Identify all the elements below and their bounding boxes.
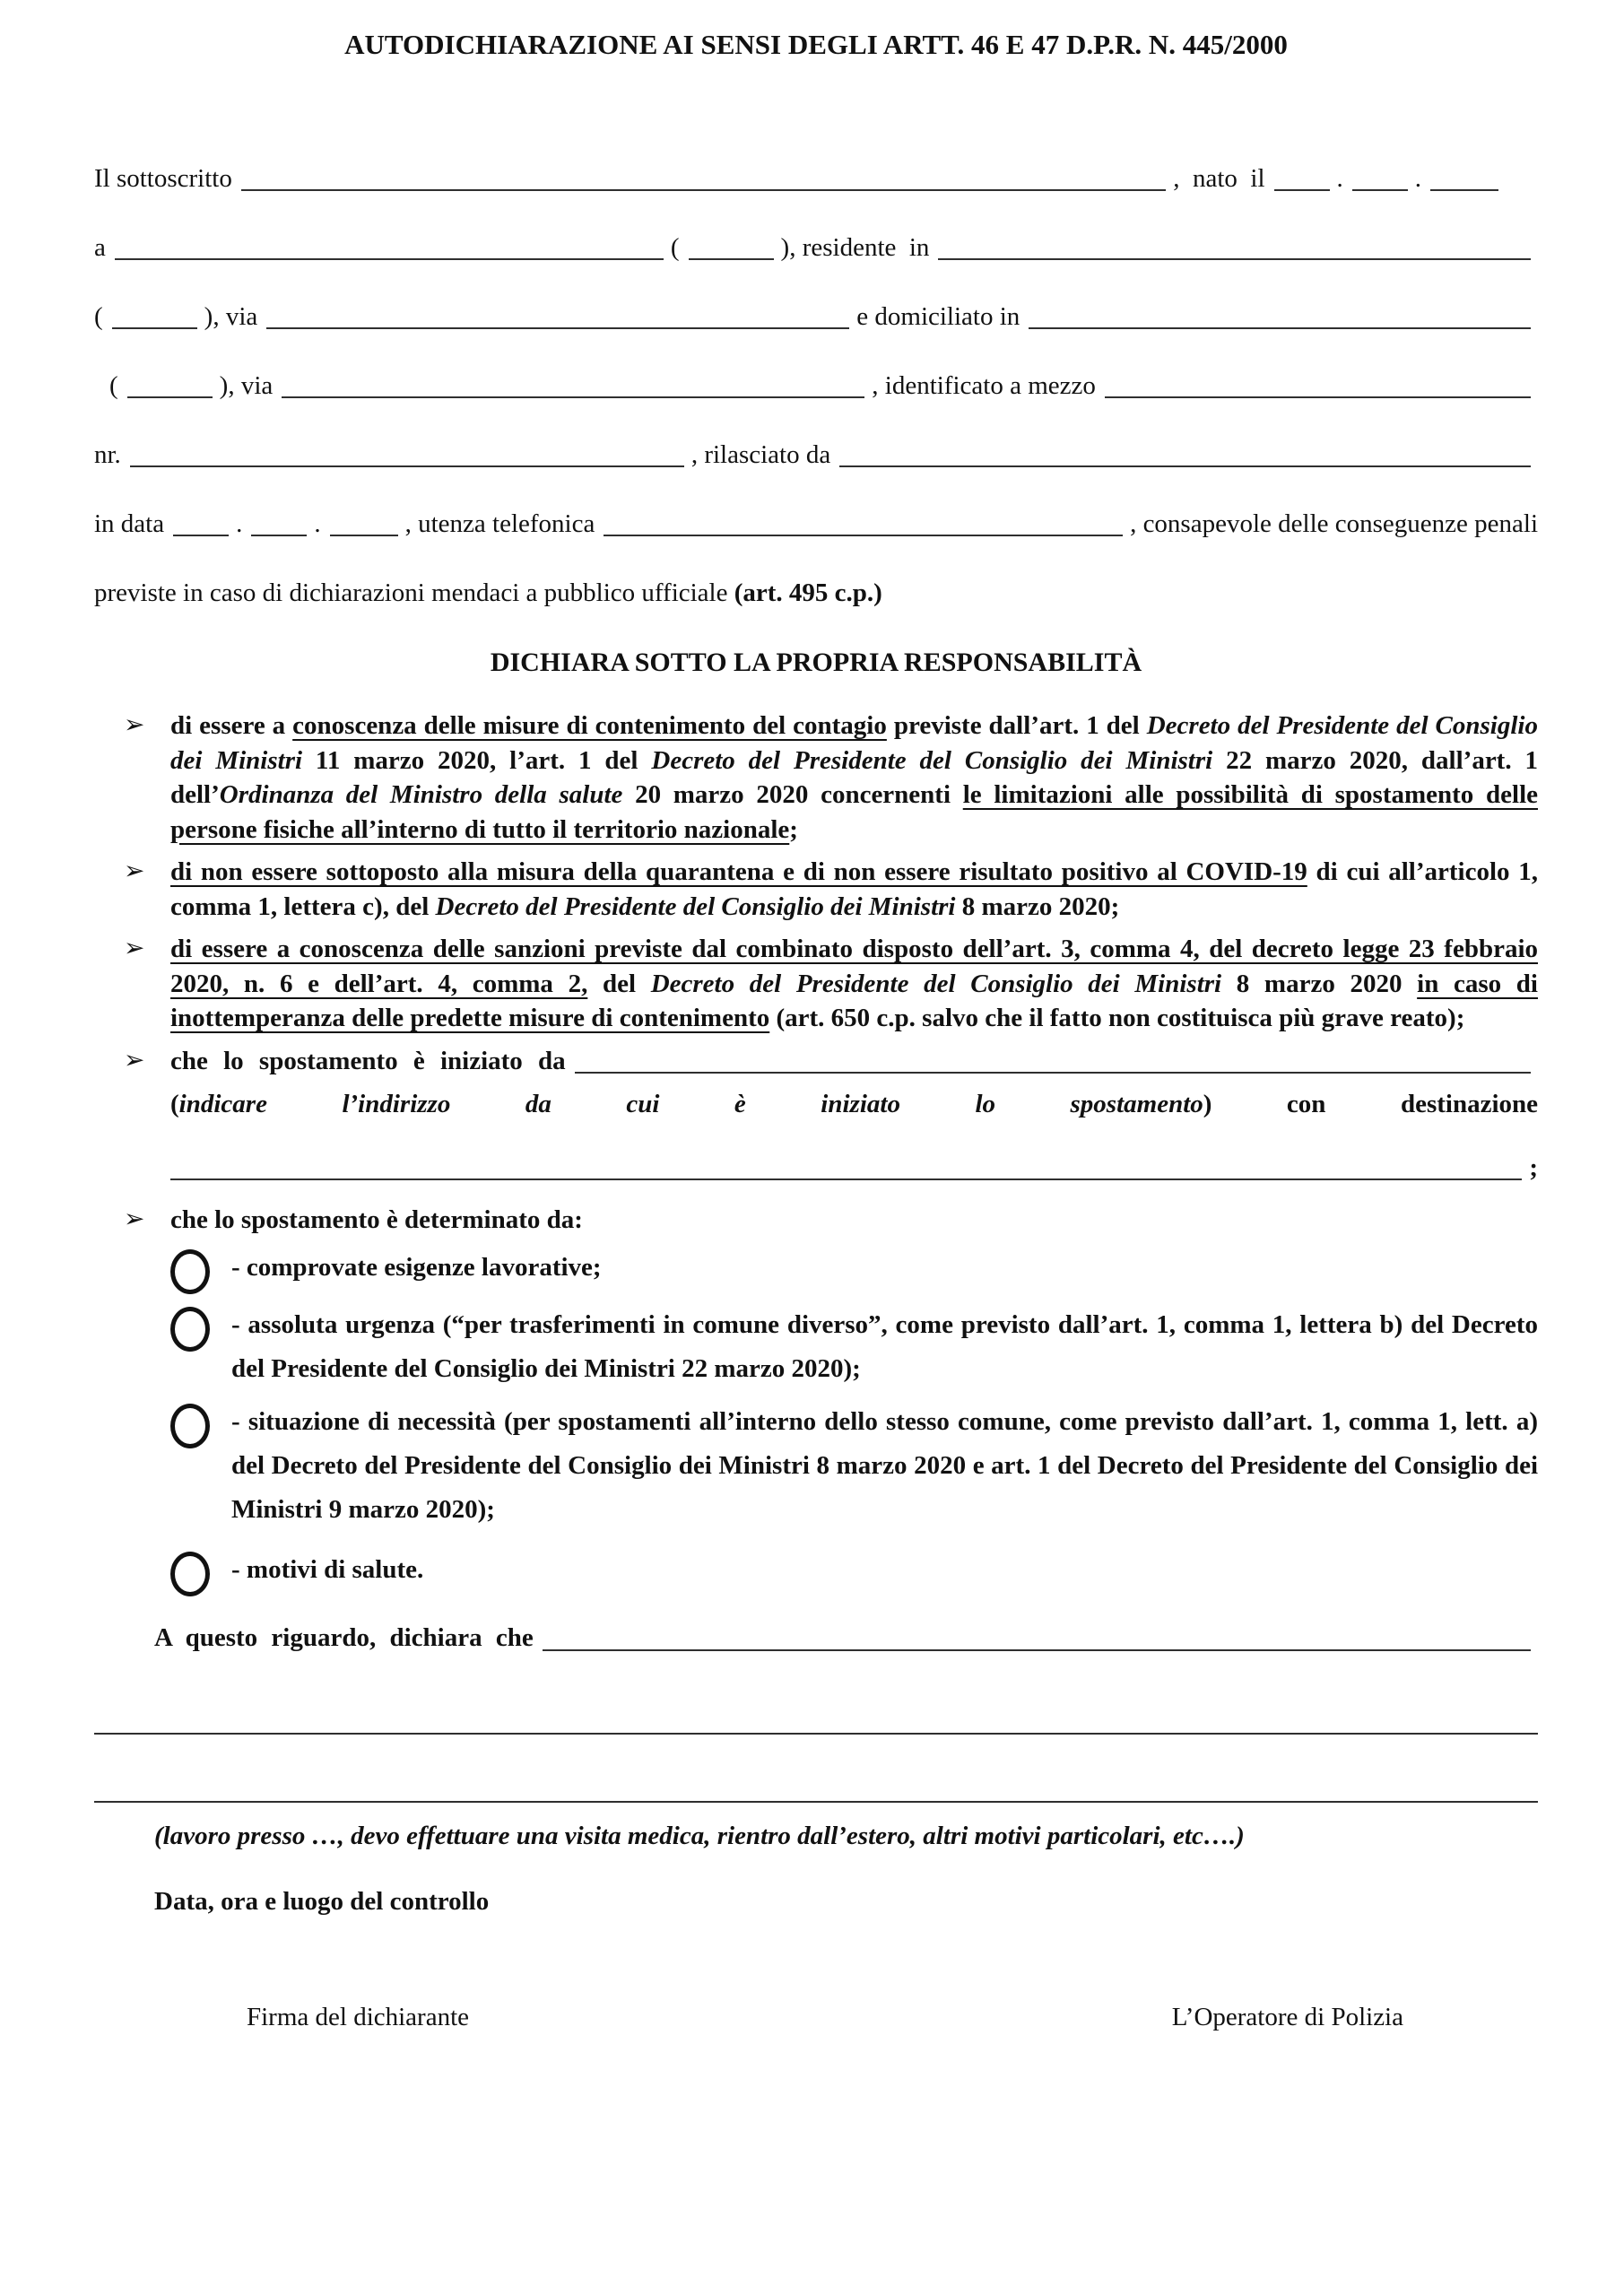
label-via: ), via: [204, 302, 258, 331]
birth-year-blank[interactable]: [1430, 189, 1498, 191]
option-work-needs: [170, 1246, 1538, 1294]
id-issuer-blank[interactable]: [839, 465, 1531, 467]
label-consapevole: , consapevole delle conseguenze penali: [1130, 509, 1538, 538]
declaration-item-5: ➢ che lo spostamento è determinato da:: [94, 1203, 1538, 1238]
label-utenza: , utenza telefonica: [404, 509, 595, 538]
option-label: - assoluta urgenza (“per trasferimenti in comune diverso”, come previsto dall’art. 1, comma 1, lettera b) del Decreto del Presidente del Consiglio dei Ministri 22 marzo 2020);: [231, 1309, 1538, 1383]
line-issue-date-phone: in data . . , utenza telefonica , consapevole delle conseguenze penali: [94, 507, 1538, 541]
declarant-signature-label: Firma del dichiarante: [247, 2002, 470, 2031]
examples-note: (lavoro presso …, devo effettuare una visita medica, rientro dall’estero, altri motivi particolari, etc….): [154, 1821, 1245, 1850]
control-date-place-label: Data, ora e luogo del controllo: [154, 1886, 490, 1916]
movement-destination-line: ;: [170, 1151, 1538, 1186]
label-a: a: [94, 233, 106, 262]
residence-city-blank[interactable]: [938, 258, 1531, 260]
line-residence-street: ( ), via e domiciliato in: [94, 300, 1538, 334]
label-in-data: in data: [94, 509, 165, 538]
label-dichiara-che: A questo riguardo, dichiara che: [154, 1622, 534, 1652]
label-sottoscritto: Il sottoscritto: [94, 164, 232, 193]
domicile-province-blank[interactable]: [127, 396, 213, 398]
radio-circle-work[interactable]: [170, 1249, 210, 1294]
arrow-bullet-icon: ➢: [124, 857, 145, 885]
line-domicile-street: ( ), via , identificato a mezzo: [109, 369, 1538, 403]
domicile-street-blank[interactable]: [282, 396, 864, 398]
declaration-detail-line: [154, 1620, 1538, 1656]
line-birthplace: a ( ), residente in: [94, 230, 1538, 265]
document-title: AUTODICHIARAZIONE AI SENSI DEGLI ARTT. 46 E 47 D.P.R. N. 445/2000: [344, 29, 1288, 60]
option-health: [170, 1548, 1538, 1596]
phone-number-blank[interactable]: [604, 535, 1123, 536]
section-heading: DICHIARA SOTTO LA PROPRIA RESPONSABILITÀ: [490, 648, 1142, 677]
arrow-bullet-icon: ➢: [124, 711, 145, 739]
birth-province-blank[interactable]: [689, 258, 774, 260]
police-operator-label: L’Operatore di Polizia: [1171, 2002, 1403, 2031]
radio-circle-necessity[interactable]: [170, 1404, 210, 1448]
line-id-number: [94, 438, 1538, 472]
arrow-bullet-icon: ➢: [124, 935, 145, 962]
birth-place-blank[interactable]: [115, 258, 664, 260]
issue-month-blank[interactable]: [251, 535, 307, 536]
label-rilasciato: , rilasciato da: [690, 440, 831, 469]
label-identificato: , identificato a mezzo: [872, 371, 1096, 400]
declaration-item-3: ➢ di essere a conoscenza delle sanzioni previste dal combinato disposto dell’art. 3, comma 4, del decreto legge 23 febbraio 2020, n. 6 e dell’art. 4, comma 2, del Decreto del Presidente del Consiglio dei Ministri 8 marzo 2020 in caso di inottemperanza delle predette misure di contenimento (art. 650 c.p. salvo che il fatto non costituisca più grave reato);: [94, 932, 1538, 1036]
option-label: - situazione di necessità (per spostamenti all’interno dello stesso comune, come previsto dall’art. 1, comma 1, lett. a) del Decreto del Presidente del Consiglio dei Ministri 8 marzo 2020 e art. 1 del Decreto del Presidente del Consiglio dei Ministri 9 marzo 2020);: [231, 1406, 1538, 1524]
declaration-item-2: ➢ di non essere sottoposto alla misura della quarantena e di non essere risultato positivo al COVID-19 di cui all’articolo 1, comma 1, lettera c), del Decreto del Presidente del Consiglio dei Ministri 8 marzo 2020;: [94, 855, 1538, 924]
radio-circle-health[interactable]: [170, 1552, 210, 1596]
option-absolute-urgency: [170, 1303, 1538, 1391]
option-label: - motivi di salute.: [231, 1554, 424, 1584]
radio-circle-urgency[interactable]: [170, 1307, 210, 1352]
label-nr: nr.: [94, 440, 121, 469]
signatures-row: [94, 2003, 1538, 2032]
destination-blank[interactable]: [170, 1178, 1522, 1180]
option-necessity: [170, 1400, 1538, 1532]
declarant-name-blank[interactable]: [241, 189, 1166, 191]
line-declarant: Il sottoscritto , nato il . .: [94, 161, 1506, 196]
origin-address-blank[interactable]: [575, 1072, 1531, 1074]
issue-day-blank[interactable]: [173, 535, 229, 536]
birth-month-blank[interactable]: [1352, 189, 1408, 191]
declarations-list: [94, 709, 1538, 1238]
personal-data-section: [94, 161, 1538, 610]
reason-options-list: [94, 1246, 1538, 1596]
declaration-item-1: ➢ di essere a conoscenza delle misure di contenimento del contagio previste dall’art. 1 del Decreto del Presidente del Consiglio dei Ministri 11 marzo 2020, l’art. 1 del Decreto del Presidente del Consiglio dei Ministri 22 marzo 2020, dall’art. 1 dell’Ordinanza del Ministro della salute 20 marzo 2020 concernenti le limitazioni alle possibilità di spostamento delle persone fisiche all’interno di tutto il territorio nazionale;: [94, 709, 1538, 847]
declaration-detail-blank-2[interactable]: [94, 1733, 1538, 1735]
declaration-item-4: [94, 1044, 1538, 1186]
label-domiciliato: e domiciliato in: [856, 302, 1020, 331]
movement-origin-line: che lo spostamento è iniziato da: [170, 1044, 1538, 1079]
arrow-bullet-icon: ➢: [124, 1046, 145, 1074]
art-495-reference: (art. 495 c.p.): [734, 578, 882, 607]
option-label: - comprovate esigenze lavorative;: [231, 1252, 602, 1282]
residence-province-blank[interactable]: [112, 327, 197, 329]
label-via-2: ), via: [219, 371, 274, 400]
declaration-detail-blank-3[interactable]: [94, 1801, 1538, 1803]
domicile-city-blank[interactable]: [1029, 327, 1531, 329]
arrow-bullet-icon: ➢: [124, 1205, 145, 1233]
line-penal-warning: previste in caso di dichiarazioni mendaci a pubblico ufficiale (art. 495 c.p.): [94, 578, 882, 607]
id-number-blank[interactable]: [130, 465, 684, 467]
declaration-detail-blank-1[interactable]: [543, 1649, 1531, 1651]
label-residente-in: ), residente in: [780, 233, 930, 262]
birth-day-blank[interactable]: [1274, 189, 1330, 191]
id-document-type-blank[interactable]: [1105, 396, 1531, 398]
label-nato-il: , nato il: [1173, 164, 1265, 193]
issue-year-blank[interactable]: [330, 535, 398, 536]
residence-street-blank[interactable]: [266, 327, 849, 329]
movement-origin-hint-line: (indicare l’indirizzo da cui è iniziato lo spostamento) con destinazione: [170, 1090, 1539, 1118]
